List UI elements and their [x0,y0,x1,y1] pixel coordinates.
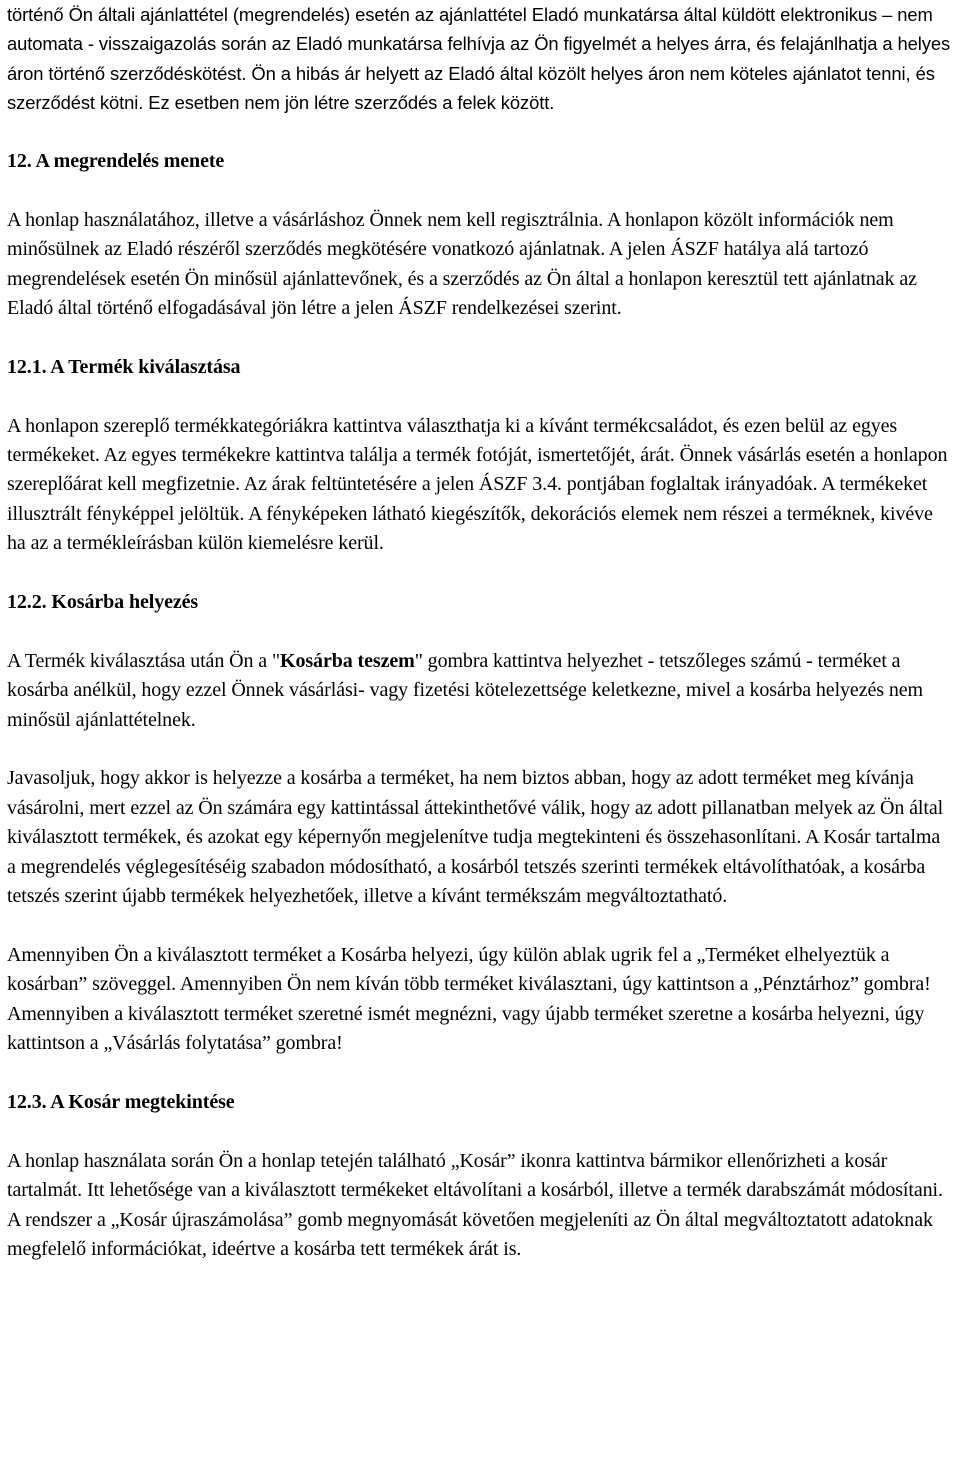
spacer [7,1117,953,1146]
section-12-3-heading: 12.3. A Kosár megtekintése [7,1090,235,1113]
spacer [7,176,953,205]
spacer [7,382,953,411]
spacer [7,617,953,646]
section-12-paragraph: A honlap használatához, illetve a vásárláshoz Önnek nem kell regisztrálnia. A honlapon közölt információk nem minősülnek az Eladó részéről szerződés megkötésére vonatkozó ajánlatnak. A jelen ÁSZF hatálya alá tartozó megrendelések esetén Ön minősül ajánlattevőnek, és a szerződés az Ön által a honlapon keresztül tett ajánlatnak az Eladó által történő elfogadásával jön létre a jelen ÁSZF rendelkezései szerint. [7,208,917,320]
spacer [7,559,953,588]
section-12-heading: 12. A megrendelés menete [7,150,225,173]
section-12-2-paragraph-2: Javasoljuk, hogy akkor is helyezze a kosárba a terméket, ha nem biztos abban, hogy az adott terméket meg kívánja vásárolni, mert ezzel az Ön számára egy kattintással áttekinthetővé válik, hogy az adott pillanatban melyek az Ön által kiválasztott termékek, és azokat egy képernyőn megjelenítve tudja megtekinteni és összehasonlítani. A Kosár tartalma a megrendelés véglegesítéséig szabadon módosítható, a kosárból tetszés szerinti termékek eltávolíthatóak, a kosárba tetszés szerint újabb termékek helyezhetőek, illetve a kívánt termékszám megváltoztatható. [7,767,944,908]
section-12-2-paragraph-3: Amennyiben Ön a kiválasztott terméket a Kosárba helyezi, úgy külön ablak ugrik fel a „Terméket elhelyeztük a kosárban” szöveggel. Amennyiben Ön nem kíván több terméket kiválasztani, úgy kattintson a „Pénztárhoz” gombra! Amennyiben a kiválasztott terméket szeretné ismét megnézni, vagy újabb terméket szeretne a kosárba helyezni, úgy kattintson a „Vásárlás folytatása” gombra! [7,943,931,1055]
paragraph-text: " gombra kattintva helyezhet - tetszőleges számú - terméket a kosárba anélkül, hogy ezzel Önnek vásárlási- vagy fizetési kötelezettsége keletkezne, mivel a kosárba helyezés nem minősül ajánlattételnek. [7,649,923,731]
spacer [7,118,953,147]
paragraph-text: A Termék kiválasztása után Ön a " [7,649,281,672]
section-12-1-heading: 12.1. A Termék kiválasztása [7,355,241,378]
spacer [7,323,953,352]
spacer [7,1059,953,1088]
section-12-3-paragraph: A honlap használata során Ön a honlap tetején található „Kosár” ikonra kattintva bármikor ellenőrizheti a kosár tartalmát. Itt lehetősége van a kiválasztott termékeket eltávolítani a kosárból, illetve a termék darabszámát módosítani. A rendszer a „Kosár újraszámolása” gomb megnyomását követően megjeleníti az Ön által megváltoztatott adatoknak megfelelő információkat, ideértve a kosárba tett termékek árát is. [7,1149,943,1260]
document-page [7,0,953,1264]
intro-paragraph: történő Ön általi ajánlattétel (megrendelés) esetén az ajánlattétel Eladó munkatársa által küldött elektronikus – nem automata - visszaigazolás során az Eladó munkatársa felhívja az Ön figyelmét a helyes árra, és felajánlhatja a helyes áron történő szerződéskötést. Ön a hibás ár helyett az Eladó által közölt helyes áron nem köteles ajánlatot tenni, és szerződést kötni. Ez esetben nem jön létre szerződés a felek között. [7,4,951,114]
spacer [7,735,953,764]
cart-button-label: Kosárba teszem [280,649,415,672]
section-12-2-heading: 12.2. Kosárba helyezés [7,591,199,614]
section-12-1-paragraph: A honlapon szereplő termékkategóriákra kattintva választhatja ki a kívánt termékcsaládot, és ezen belül az egyes termékeket. Az egyes termékekre kattintva találja a termék fotóját, ismertetőjét, árát. Önnek vásárlás esetén a honlapon szereplőárat kell megfizetnie. Az árak feltüntetésére a jelen ÁSZF 3.4. pontjában foglaltak irányadóak. A termékeket illusztrált fényképpel jelöltük. A fényképeken látható kiegészítők, dekorációs elemek nem részei a terméknek, kivéve ha az a termékleírásban külön kiemelésre kerül. [7,414,948,555]
section-12-2-paragraph-1 [7,647,953,735]
spacer [7,911,953,940]
